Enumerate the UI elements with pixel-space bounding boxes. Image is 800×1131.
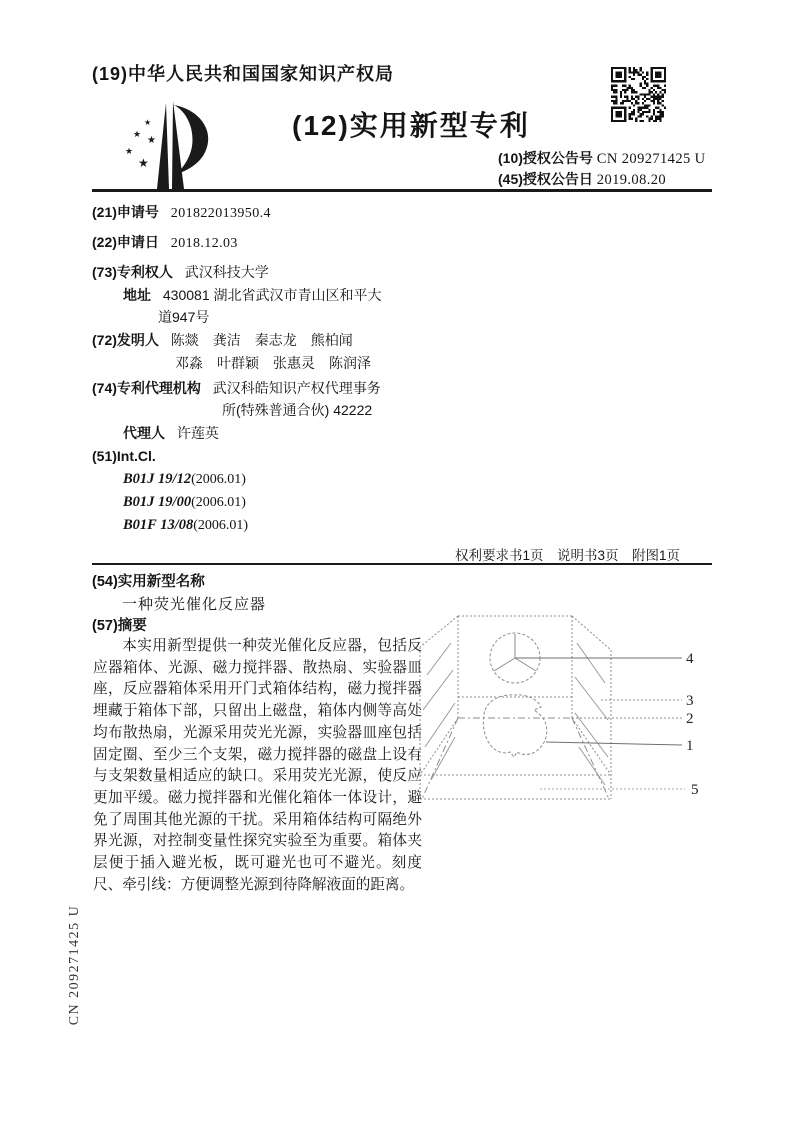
publication-number-label: (10)授权公告号 [498,150,593,166]
address-row-2 [158,307,209,327]
logo-star-icon: ★ [138,156,149,170]
address-row [123,285,382,305]
inventors-line1: 陈燚 龚洁 秦志龙 熊柏闻 [170,332,353,348]
publication-date-line [498,169,666,189]
application-date-value: 2018.12.03 [170,236,238,251]
document-type-title: (12)实用新型专利 [292,110,530,141]
application-number-row [92,202,271,222]
publication-number-line [498,148,706,168]
application-number-value: 201822013950.4 [170,206,271,221]
ipc-entry [123,493,246,511]
pages-summary: 权利要求书1页 说明书3页 附图1页 [455,548,681,563]
publication-date-label: (45)授权公告日 [498,171,593,187]
address-label: 地址 [123,287,151,303]
logo-star-icon: ★ [144,118,152,127]
agent-row [123,423,219,443]
agency-row-2 [222,400,372,420]
side-publication-number: CN 209271425 U [67,904,82,1026]
ipc-code: B01J 19/12 [123,471,192,487]
address-value-line2: 道947号 [158,309,210,325]
agent-label: 代理人 [123,425,165,441]
logo-star-icon: ★ [133,129,142,139]
abstract-section-label: (57)摘要 [92,618,147,634]
agency-value-line1: 武汉科皓知识产权代理事务 [212,380,381,396]
ipc-code: B01J 19/00 [123,494,192,510]
intcl-row [92,448,156,464]
agency-value-line2: 所(特殊普通合伙) 42222 [222,402,373,418]
qr-code [610,67,667,122]
title-section-label: (54)实用新型名称 [92,574,205,590]
ipc-entry [123,516,248,534]
inventors-line2: 邓淼 叶群颖 张惠灵 陈润泽 [175,355,371,371]
figure-label-1: 1 [686,738,694,754]
dish-outline [483,695,546,757]
wall-hatching [423,643,608,785]
patent-figure [405,595,715,835]
agent-name: 许莲英 [176,425,219,441]
application-date-row [92,232,238,252]
invention-title: 一种荧光催化反应器 [122,596,267,613]
logo-star-icon: ★ [147,135,156,146]
application-date-label: (22)申请日 [92,234,159,250]
ipc-version: (2006.01) [193,518,249,533]
inventors-row-2 [175,353,371,373]
patentee-row [92,262,269,282]
figure-label-3: 3 [686,693,694,709]
qr-code-svg [610,67,667,122]
application-number-label: (21)申请号 [92,204,159,220]
header-divider [92,189,712,192]
patentee-label: (73)专利权人 [92,264,173,280]
figure-label-4: 4 [686,651,694,667]
agency-label: (74)专利代理机构 [92,380,201,396]
ipc-code: B01F 13/08 [123,517,194,533]
figure-label-2: 2 [686,711,694,727]
patent-office-name: (19)中华人民共和国国家知识产权局 [92,64,395,84]
ipc-version: (2006.01) [191,472,246,487]
abstract-text: 本实用新型提供一种荧光催化反应器，包括反应器箱体、光源、磁力搅拌器、散热扇、实验器皿座，反应器箱体采用开门式箱体结构，磁力搅拌器埋藏于箱体下部，只留出上磁盘，箱体内侧等高处均布散热扇，光源采用荧光光源，实验器皿座包括固定圈、至少三个支架，磁力搅拌器的磁盘上设有与支架数量相适应的缺口。采用荧光光源，使反应更加平缓。磁力搅拌器和光催化箱体一体设计，避免了周围其他光源的干扰。采用箱体结构可隔绝外界光源，对控制变量性探究实验至为重要。箱体夹层便于插入避光板，既可避光也可不避光。刻度尺、牵引线：方便调整光源到待降解液面的距离。 [93,638,422,893]
inventors-row [92,330,353,350]
patentee-value: 武汉科技大学 [184,264,269,280]
cnipa-logo-icon [118,97,218,192]
publication-number-value: CN 209271425 U [596,151,706,167]
address-value-line1: 430081 湖北省武汉市青山区和平大 [162,287,382,303]
publication-date-value: 2019.08.20 [596,172,667,188]
logo-star-icon: ★ [125,146,134,156]
agency-row [92,378,381,398]
ipc-entry [123,470,246,488]
section-divider [92,563,712,565]
intcl-label: (51)Int.Cl. [92,448,156,464]
ipc-version: (2006.01) [191,495,246,510]
figure-label-5: 5 [691,782,699,798]
inventors-label: (72)发明人 [92,332,159,348]
